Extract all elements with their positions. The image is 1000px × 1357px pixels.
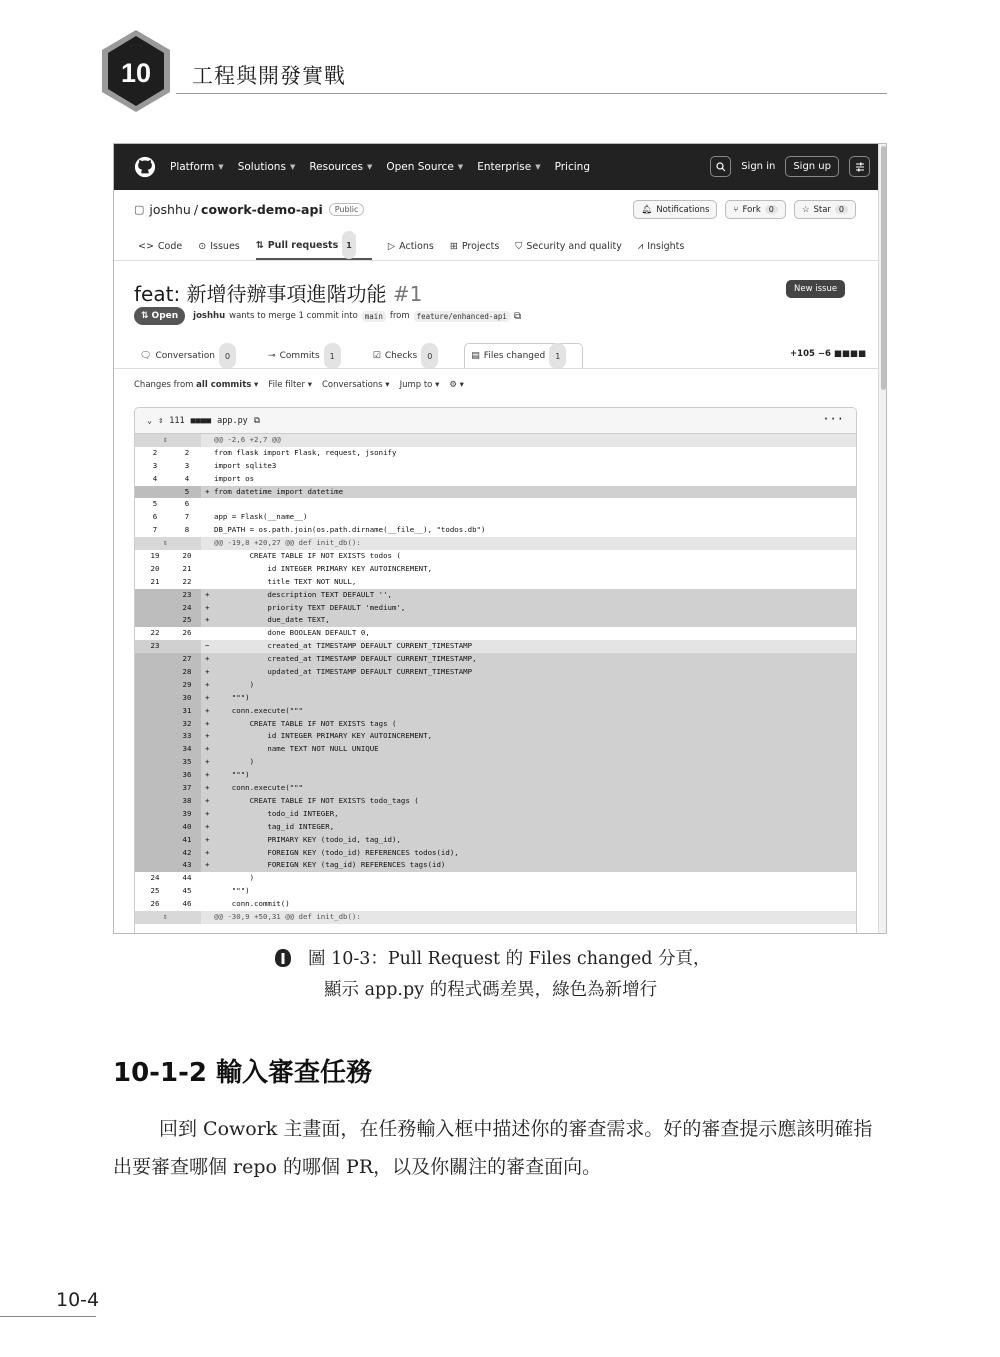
nav-pricing[interactable]: Pricing: [554, 161, 590, 173]
diff-code: tag_id INTEGER,: [214, 821, 335, 831]
tab-commits[interactable]: ⊸ Commits 1: [262, 343, 357, 369]
star-count: 0: [835, 205, 848, 214]
diff-line: [135, 511, 856, 524]
old-line-number[interactable]: 23: [150, 641, 160, 651]
diff-code: from flask import Flask, request, jsonify: [214, 447, 397, 457]
figure-caption-line1: 圖 10-3：Pull Request 的 Files changed 分頁，: [308, 949, 711, 969]
diff-code: import os: [214, 473, 255, 483]
diff-line: [135, 589, 856, 602]
diff-line: [135, 898, 856, 911]
diff-line: [135, 447, 856, 460]
diff-filter-bar: [134, 380, 464, 390]
diff-sign: +: [205, 847, 210, 857]
fork-button[interactable]: ⑂ Fork 0: [725, 200, 785, 219]
chapter-number: 10: [120, 58, 152, 88]
new-line-number[interactable]: 35: [182, 757, 192, 767]
diff-code: PRIMARY KEY (todo_id, tag_id),: [214, 834, 401, 844]
new-line-number[interactable]: 5: [184, 486, 190, 496]
copy-icon[interactable]: ⧉: [513, 310, 522, 322]
jump-to-dropdown[interactable]: Jump to ▾: [399, 380, 440, 390]
old-line-number[interactable]: 4: [152, 473, 158, 483]
nav-resources[interactable]: Resources ▼: [309, 161, 373, 173]
diff-sign: +: [205, 744, 210, 754]
file-filter-dropdown[interactable]: File filter ▾: [268, 380, 312, 390]
diff-hunk-header[interactable]: [135, 434, 856, 447]
expand-lines-icon[interactable]: ⇕: [163, 435, 168, 444]
old-line-number[interactable]: 19: [150, 551, 160, 561]
new-line-number[interactable]: 28: [182, 667, 192, 677]
diff-code: ): [214, 757, 255, 767]
old-line-number[interactable]: 6: [152, 512, 158, 522]
conversations-dropdown[interactable]: Conversations ▾: [321, 380, 390, 390]
diff-sign: +: [205, 589, 210, 599]
diff-line: [135, 653, 856, 666]
diff-code: FOREIGN KEY (tag_id) REFERENCES tags(id): [214, 860, 446, 870]
diff-code: @@ -19,8 +20,27 @@ def init_db():: [214, 538, 361, 548]
diff-line: [135, 460, 856, 473]
comment-icon: 🗨︎: [140, 351, 152, 361]
new-line-number[interactable]: 42: [182, 847, 192, 857]
new-line-number[interactable]: 41: [182, 834, 192, 844]
new-line-number[interactable]: 26: [182, 628, 192, 638]
diff-hunk-header[interactable]: [135, 911, 856, 924]
figure-caption-line2: 顯示 app.py 的程式碼差異，綠色為新增行: [324, 980, 658, 1000]
file-diff: [134, 407, 857, 934]
tab-files-changed[interactable]: ▤ Files changed 1: [464, 343, 583, 369]
pr-meta: ⇅ Open joshhu wants to merge 1 commit into main from feature/enhanced-api ⧉: [134, 307, 521, 325]
chapter-title: 工程與開發實戰: [192, 64, 346, 88]
old-line-number[interactable]: 20: [150, 563, 160, 573]
diff-code: todo_id INTEGER,: [214, 808, 339, 818]
new-line-number[interactable]: 23: [182, 589, 192, 599]
diff-code: done BOOLEAN DEFAULT 0,: [214, 628, 370, 638]
diff-sign: +: [205, 834, 210, 844]
pr-title: feat: 新增待辦事項進階功能 #1: [134, 282, 423, 306]
search-icon: [716, 162, 726, 172]
diff-code: priority TEXT DEFAULT 'medium',: [214, 602, 406, 612]
diff-line: [135, 563, 856, 576]
old-line-number[interactable]: 2: [152, 447, 158, 457]
diff-code: import sqlite3: [214, 460, 277, 470]
diff-line: [135, 679, 856, 692]
diff-line: [135, 808, 856, 821]
nav-platform[interactable]: Platform ▼: [170, 161, 224, 173]
file-diff-blocks: ■■■■: [190, 415, 212, 426]
new-line-number[interactable]: 44: [182, 873, 192, 883]
new-line-number[interactable]: 8: [184, 525, 190, 535]
diff-sign: +: [205, 602, 210, 612]
file-name[interactable]: app.py: [217, 415, 248, 426]
repo-name[interactable]: cowork-demo-api: [201, 202, 323, 217]
diff-sign: +: [205, 654, 210, 664]
diff-line: [135, 885, 856, 898]
diff-line: [135, 602, 856, 615]
diff-code: app = Flask(__name__): [214, 512, 308, 522]
tab-issues[interactable]: ⊙ Issues: [198, 240, 240, 252]
new-line-number[interactable]: 31: [182, 705, 192, 715]
diff-line: [135, 769, 856, 782]
new-line-number[interactable]: 21: [182, 563, 192, 573]
diff-code: FOREIGN KEY (todo_id) REFERENCES todos(id),: [214, 847, 459, 857]
diff-sign: +: [205, 757, 210, 767]
section-heading: 10-1-2 輸入審查任務: [113, 1058, 372, 1088]
tab-security[interactable]: ⛉ Security and quality: [515, 240, 622, 252]
diff-sign: +: [205, 615, 210, 625]
code-icon: <>: [138, 240, 154, 252]
diff-line: [135, 730, 856, 743]
diff-code: ): [214, 873, 255, 883]
diff-sign: +: [205, 667, 210, 677]
new-line-number[interactable]: 32: [182, 718, 192, 728]
diff-code: description TEXT DEFAULT '',: [214, 589, 392, 599]
diff-sign: +: [205, 770, 210, 780]
diff-sign: +: [205, 705, 210, 715]
tab-code[interactable]: <> Code: [138, 240, 183, 252]
diff-code: CREATE TABLE IF NOT EXISTS todos (: [214, 551, 401, 561]
repo-tabs: [138, 232, 700, 260]
commit-icon: ⊸: [268, 351, 276, 361]
diff-line: [135, 614, 856, 627]
repo-owner[interactable]: joshhu: [149, 202, 191, 217]
diff-line: [135, 627, 856, 640]
new-line-number[interactable]: 27: [182, 654, 192, 664]
diff-line: [135, 795, 856, 808]
visibility-badge: Public: [329, 203, 365, 216]
scrollbar[interactable]: [878, 144, 887, 934]
new-line-number[interactable]: 36: [182, 770, 192, 780]
diff-line: [135, 718, 856, 731]
new-line-number[interactable]: 45: [182, 886, 192, 896]
old-line-number[interactable]: 25: [150, 886, 160, 896]
star-icon: ☆: [801, 204, 810, 215]
pr-number: #1: [392, 282, 423, 306]
file-change-count: 111: [169, 415, 185, 426]
diff-hunk-header[interactable]: [135, 537, 856, 550]
play-icon: ▷: [387, 240, 396, 252]
graph-icon: ⩘: [637, 240, 644, 252]
chevron-down-icon: ▼: [289, 163, 296, 171]
gear-icon[interactable]: ⚙ ▾: [449, 380, 464, 390]
repo-heading: ▢ joshhu / cowork-demo-api Public: [134, 202, 364, 217]
pull-request-icon: ⇅: [141, 311, 149, 321]
new-line-number[interactable]: 6: [184, 499, 190, 509]
github-logo-icon[interactable]: [134, 156, 156, 178]
diff-sign: +: [205, 783, 210, 793]
checks-icon: ☑: [372, 351, 381, 361]
old-line-number[interactable]: 26: [150, 899, 160, 909]
scrollbar-thumb[interactable]: [881, 146, 886, 390]
diff-line: [135, 743, 856, 756]
diff-line: [135, 498, 856, 511]
diff-line: [135, 640, 856, 653]
diff-sign: +: [205, 679, 210, 689]
page-number-rule: [0, 1316, 96, 1317]
new-line-number[interactable]: 46: [182, 899, 192, 909]
diff-code: DB_PATH = os.path.join(os.path.dirname(__file__), "todos.db"): [214, 525, 486, 535]
diff-code: id INTEGER PRIMARY KEY AUTOINCREMENT,: [214, 563, 433, 573]
diff-code: created_at TIMESTAMP DEFAULT CURRENT_TIMESTAMP: [214, 641, 473, 651]
diff-code: conn.execute(""": [214, 705, 303, 715]
diff-sign: +: [205, 821, 210, 831]
sliders-icon: [855, 162, 865, 172]
diff-code: CREATE TABLE IF NOT EXISTS tags (: [214, 718, 397, 728]
new-line-number[interactable]: 3: [184, 460, 190, 470]
collapse-chevron-icon[interactable]: ⌄: [147, 415, 153, 426]
menu-button[interactable]: [849, 156, 870, 177]
pull-request-icon: ⇅: [255, 239, 264, 251]
new-line-number[interactable]: 40: [182, 821, 192, 831]
diff-code: @@ -2,6 +2,7 @@: [214, 435, 281, 444]
new-line-number[interactable]: 22: [182, 576, 192, 586]
diff-line: [135, 550, 856, 563]
tab-checks[interactable]: ☑ Checks 0: [367, 343, 455, 369]
diff-sign: +: [205, 718, 210, 728]
chevron-down-icon: ▼: [218, 163, 224, 171]
diff-code: """): [214, 886, 250, 896]
nav-solutions[interactable]: Solutions ▼: [237, 161, 296, 173]
old-line-number[interactable]: 22: [150, 628, 160, 638]
diff-sign: +: [205, 860, 210, 870]
diff-code: conn.execute(""": [214, 783, 303, 793]
diff-line: [135, 821, 856, 834]
old-line-number[interactable]: 3: [152, 460, 158, 470]
star-button[interactable]: ☆ Star 0: [794, 200, 856, 219]
diff-line: [135, 834, 856, 847]
new-line-number[interactable]: 7: [184, 512, 190, 522]
issue-icon: ⊙: [198, 240, 207, 252]
bell-icon: 🔔︎: [641, 204, 653, 215]
tab-pull-requests[interactable]: ⇅ Pull requests 1: [256, 232, 372, 260]
new-line-number[interactable]: 43: [182, 860, 192, 870]
new-line-number[interactable]: 39: [182, 808, 192, 818]
diff-code: title TEXT NOT NULL,: [214, 576, 357, 586]
copy-icon[interactable]: ⧉: [253, 415, 260, 426]
pr-state-badge: ⇅ Open: [134, 307, 185, 325]
github-header: [114, 144, 878, 190]
diff-code: due_date TEXT,: [214, 615, 330, 625]
fork-count: 0: [765, 205, 778, 214]
diff-line: [135, 756, 856, 769]
pr-tabs: [134, 343, 593, 369]
page-number: 10-4: [56, 1289, 100, 1311]
diff-line: [135, 524, 856, 537]
diff-code: CREATE TABLE IF NOT EXISTS todo_tags (: [214, 795, 419, 805]
old-line-number[interactable]: 5: [152, 499, 158, 509]
diff-code: from datetime import datetime: [214, 486, 344, 496]
repo-icon: ▢: [134, 203, 145, 216]
diff-code: ): [214, 679, 255, 689]
diff-code: created_at TIMESTAMP DEFAULT CURRENT_TIMESTAMP,: [214, 654, 477, 664]
pr-author[interactable]: joshhu: [193, 311, 226, 321]
head-branch[interactable]: feature/enhanced-api: [414, 311, 510, 322]
old-line-number[interactable]: 7: [152, 525, 158, 535]
notifications-button[interactable]: 🔔︎ Notifications: [633, 200, 717, 219]
diff-sign: −: [205, 641, 210, 651]
diff-sign: +: [205, 731, 210, 741]
chevron-down-icon: ▼: [457, 163, 464, 171]
diff-line: [135, 576, 856, 589]
diff-body: [135, 434, 856, 924]
diff-line: [135, 666, 856, 679]
top-nav: [170, 144, 604, 190]
diff-code: """): [214, 692, 250, 702]
base-branch[interactable]: main: [362, 311, 386, 322]
diff-line: [135, 473, 856, 486]
diff-code: conn.commit(): [214, 899, 290, 909]
diff-code: updated_at TIMESTAMP DEFAULT CURRENT_TIMESTAMP: [214, 667, 473, 677]
new-line-number[interactable]: 2: [184, 447, 190, 457]
table-icon: ⊞: [449, 240, 458, 252]
old-line-number[interactable]: 24: [150, 873, 160, 883]
new-line-number[interactable]: 4: [184, 473, 190, 483]
chevron-down-icon: ▼: [366, 163, 373, 171]
tab-insights[interactable]: ⩘ Insights: [637, 240, 685, 252]
new-line-number[interactable]: 24: [182, 602, 192, 612]
new-line-number[interactable]: 25: [182, 615, 192, 625]
body-paragraph: 回到 Cowork 主畫面，在任務輸入框中描述你的審查需求。好的審查提示應該明確指出要審查哪個 repo 的哪個 PR，以及你關注的審查面向。: [113, 1118, 873, 1178]
camera-lens-icon: [274, 948, 292, 968]
diff-code: name TEXT NOT NULL UNIQUE: [214, 744, 379, 754]
diff-line: [135, 782, 856, 795]
expand-lines-icon[interactable]: ⇕: [163, 538, 168, 548]
chapter-rule: [176, 93, 887, 94]
tab-actions[interactable]: ▷ Actions: [387, 240, 434, 252]
tab-projects[interactable]: ⊞ Projects: [449, 240, 500, 252]
diff-sign: +: [205, 795, 210, 805]
diff-code: id INTEGER PRIMARY KEY AUTOINCREMENT,: [214, 731, 433, 741]
nav-enterprise[interactable]: Enterprise ▼: [477, 161, 541, 173]
shield-icon: ⛉: [515, 240, 523, 252]
new-line-number[interactable]: 30: [182, 692, 192, 702]
tab-conversation[interactable]: 🗨︎ Conversation 0: [134, 343, 252, 369]
file-diff-icon: ▤: [471, 351, 480, 361]
sign-in-link[interactable]: Sign in: [741, 161, 776, 172]
diff-sign: +: [205, 808, 210, 818]
diff-code: """): [214, 770, 250, 780]
github-screenshot: [113, 143, 887, 934]
chapter-badge: [98, 28, 174, 114]
expand-icon[interactable]: ⇕: [158, 415, 164, 426]
diff-line: [135, 705, 856, 718]
new-line-number[interactable]: 20: [182, 551, 192, 561]
new-issue-button[interactable]: New issue: [786, 280, 845, 298]
more-options-icon[interactable]: ···: [822, 412, 844, 426]
new-line-number[interactable]: 33: [182, 731, 192, 741]
diff-line: [135, 872, 856, 885]
diff-line: [135, 692, 856, 705]
diff-sign: +: [205, 486, 210, 496]
new-line-number[interactable]: 34: [182, 744, 192, 754]
diffstat: +105 −6 ■■■■: [790, 349, 866, 359]
new-line-number[interactable]: 29: [182, 679, 192, 689]
old-line-number[interactable]: 21: [150, 576, 160, 586]
diff-line: [135, 847, 856, 860]
file-header: [135, 408, 856, 434]
nav-open-source[interactable]: Open Source ▼: [386, 161, 464, 173]
sign-up-button[interactable]: Sign up: [785, 156, 839, 177]
diff-code: @@ -30,9 +50,31 @@ def init_db():: [214, 911, 361, 921]
expand-lines-icon[interactable]: ⇕: [163, 911, 168, 921]
chevron-down-icon: ▼: [535, 163, 541, 171]
fork-icon: ⑂: [733, 204, 739, 215]
new-line-number[interactable]: 37: [182, 783, 192, 793]
diff-line: [135, 859, 856, 872]
changes-from-dropdown[interactable]: Changes from all commits ▾: [134, 380, 259, 390]
diff-sign: +: [205, 692, 210, 702]
diff-line: [135, 486, 856, 499]
new-line-number[interactable]: 38: [182, 795, 192, 805]
search-button[interactable]: [710, 156, 731, 177]
